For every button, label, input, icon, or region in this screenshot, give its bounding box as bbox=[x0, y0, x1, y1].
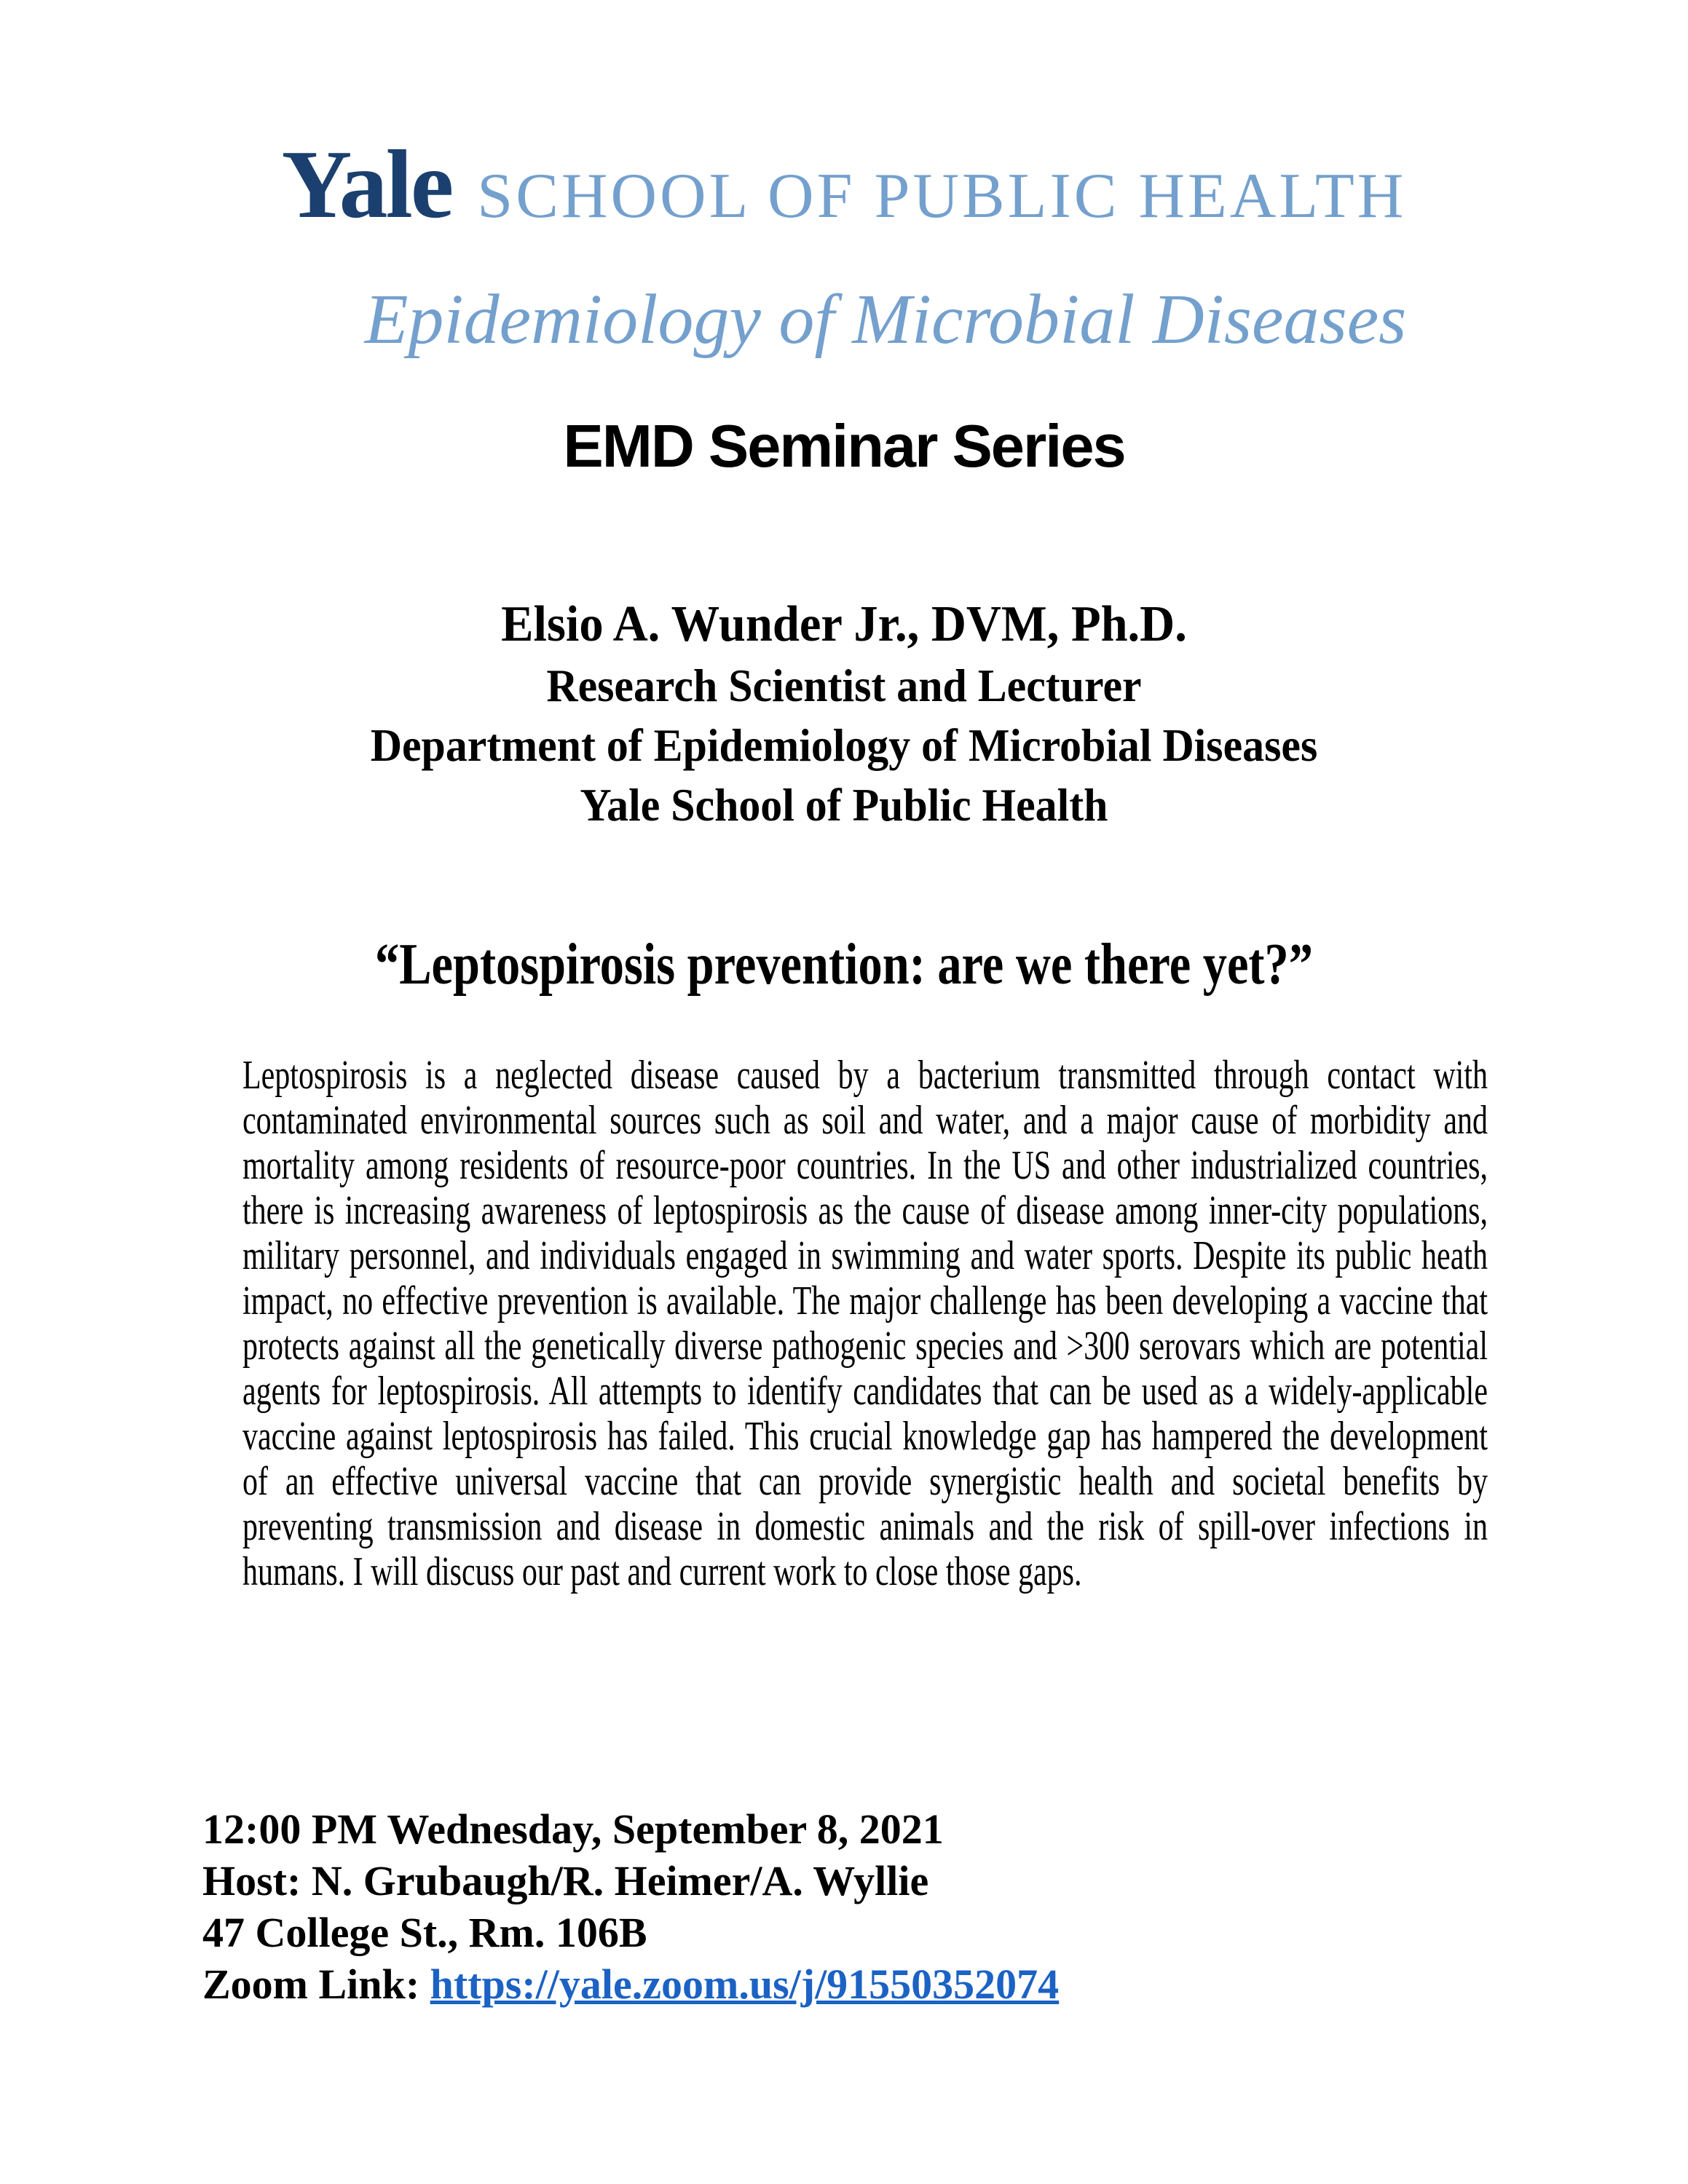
speaker-department: Department of Epidemiology of Microbial Diseases bbox=[370, 720, 1318, 771]
emd-department-wordmark: Epidemiology of Microbial Diseases bbox=[364, 280, 1407, 359]
talk-title: “Leptospirosis prevention: are we there yet?” bbox=[375, 933, 1313, 997]
zoom-link-line bbox=[202, 1958, 1688, 2010]
zoom-meeting-link[interactable]: https://yale.zoom.us/j/91550352074 bbox=[430, 1961, 1060, 2008]
event-host: Host: N. Grubaugh/R. Heimer/A. Wyllie bbox=[202, 1857, 929, 1904]
event-datetime: 12:00 PM Wednesday, September 8, 2021 bbox=[202, 1805, 944, 1853]
ysph-logo bbox=[282, 0, 1407, 363]
event-location: 47 College St., Rm. 106B bbox=[202, 1909, 647, 1956]
yale-wordmark: Yale bbox=[281, 130, 452, 238]
abstract-text: Leptospirosis is a neglected disease caused by a bacterium transmitted through contact with contaminated environmental sources such as soil and water, and a major cause of morbidity and mortality among residents of resource-poor countries. In the US and other industrialized countries, there is increasing awareness of leptospirosis as the cause of disease among inner-city populations, military personnel, and individuals engaged in swimming and water sports. Despite its public heath impact, no effective prevention is available. The major challenge has been developing a vaccine that protects against all the genetically diverse pathogenic species and >300 serovars which are potential agents for leptospirosis. All attempts to identify candidates that can be used as a widely-applicable vaccine against leptospirosis has failed. This crucial knowledge gap has hampered the development of an effective universal vaccine that can provide synergistic health and societal benefits by preventing transmission and disease in domestic animals and the risk of spill-over infections in humans. I will discuss our past and current work to close those gaps. bbox=[242, 1053, 1488, 1594]
event-details bbox=[202, 1803, 1688, 2010]
speaker-role: Research Scientist and Lecturer bbox=[546, 660, 1142, 711]
zoom-link-label: Zoom Link: bbox=[202, 1961, 430, 2008]
speaker-name: Elsio A. Wunder Jr., DVM, Ph.D. bbox=[501, 596, 1187, 652]
school-of-public-health-wordmark: SCHOOL OF PUBLIC HEALTH bbox=[477, 161, 1407, 232]
seminar-series-heading: EMD Seminar Series bbox=[563, 412, 1125, 480]
speaker-institution: Yale School of Public Health bbox=[580, 780, 1108, 831]
ysph-logo-line1 bbox=[282, 131, 1407, 267]
speaker-block bbox=[42, 593, 1646, 835]
